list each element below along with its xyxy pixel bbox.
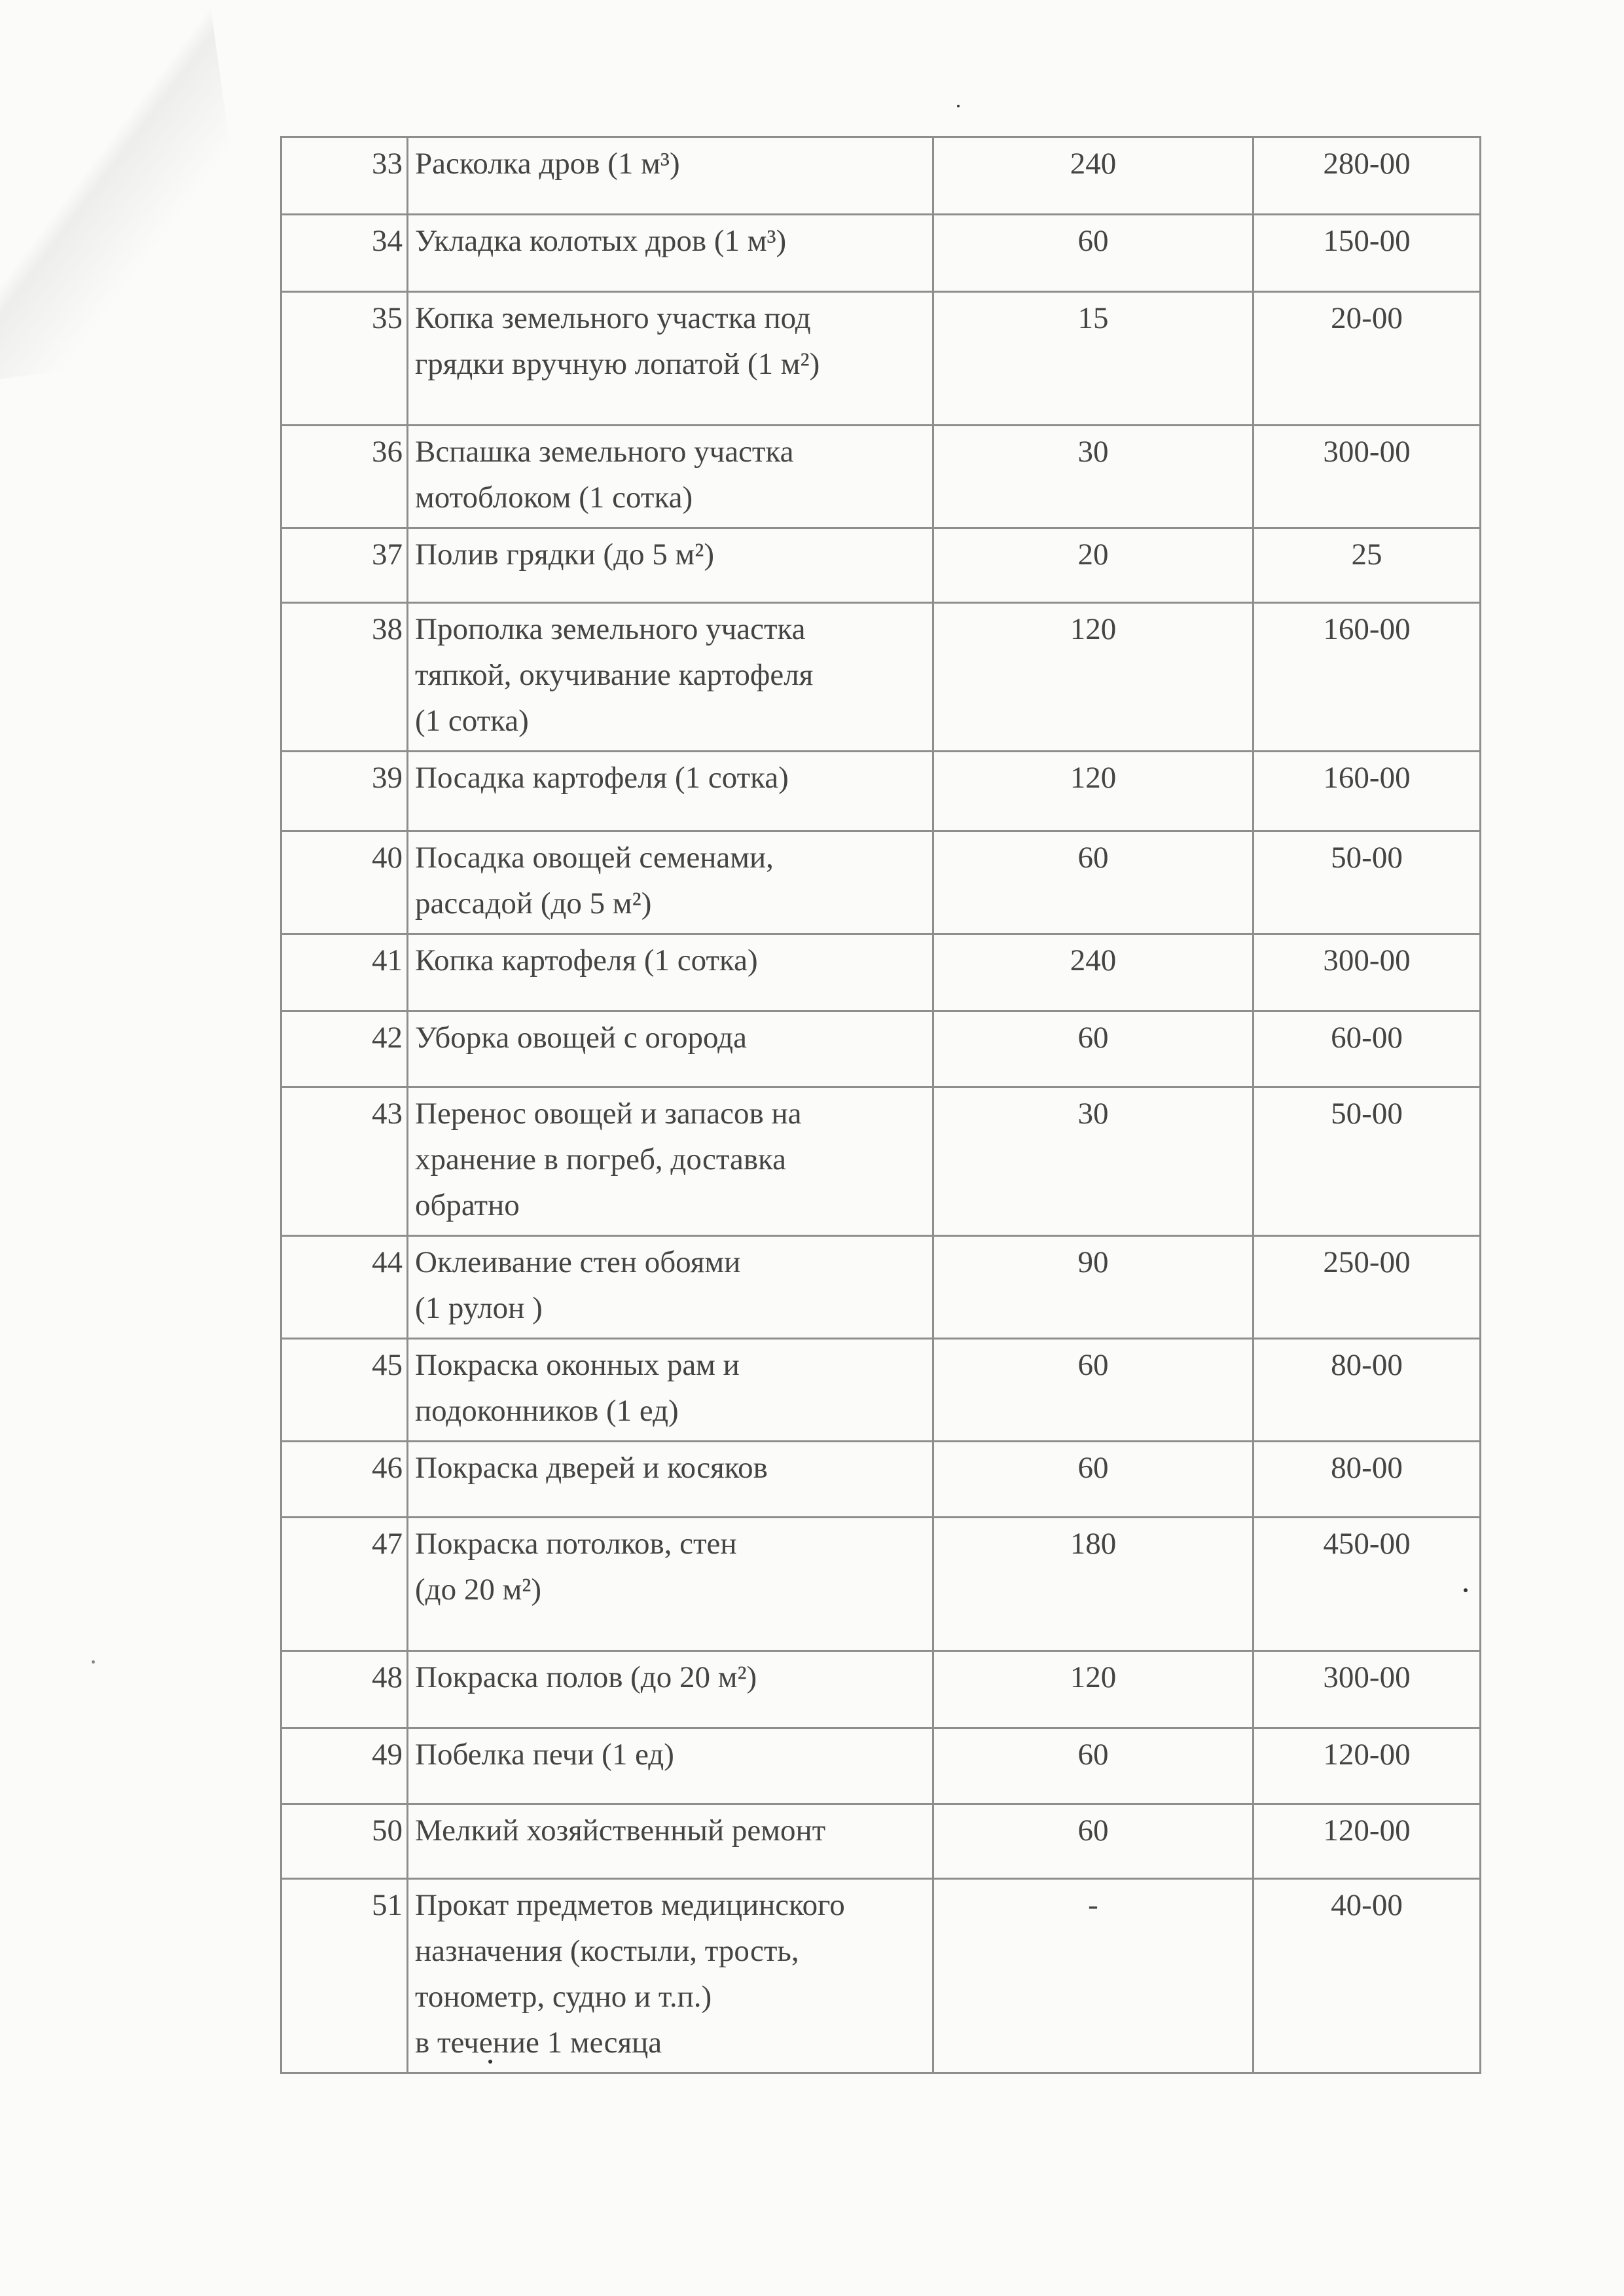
row-number: 46 — [281, 1442, 408, 1518]
table-row — [281, 215, 1481, 292]
service-name: Посадка овощей семенами, рассадой (до 5 м²) — [408, 831, 933, 934]
service-time: 60 — [933, 1339, 1254, 1442]
service-time: 240 — [933, 137, 1254, 215]
table-row — [281, 831, 1481, 934]
service-price: 20-00 — [1254, 292, 1481, 426]
service-price: 250-00 — [1254, 1236, 1481, 1339]
service-name: Мелкий хозяйственный ремонт — [408, 1804, 933, 1879]
service-time: 60 — [933, 1442, 1254, 1518]
service-price: 160-00 — [1254, 752, 1481, 831]
service-time: 120 — [933, 603, 1254, 752]
services-price-table — [280, 136, 1481, 2074]
service-price: 40-00 — [1254, 1879, 1481, 2073]
row-number: 40 — [281, 831, 408, 934]
table-row — [281, 137, 1481, 215]
service-name: Оклеивание стен обоями (1 рулон ) — [408, 1236, 933, 1339]
service-price: 450-00 — [1254, 1518, 1481, 1651]
table-row — [281, 528, 1481, 603]
row-number: 33 — [281, 137, 408, 215]
table-row — [281, 1339, 1481, 1442]
service-price: 50-00 — [1254, 831, 1481, 934]
service-price: 25 — [1254, 528, 1481, 603]
service-name: Копка картофеля (1 сотка) — [408, 934, 933, 1011]
service-time: 60 — [933, 215, 1254, 292]
table-row — [281, 1728, 1481, 1804]
table-row — [281, 1518, 1481, 1651]
service-name: Посадка картофеля (1 сотка) — [408, 752, 933, 831]
row-number: 49 — [281, 1728, 408, 1804]
row-number: 51 — [281, 1879, 408, 2073]
service-time: 30 — [933, 426, 1254, 528]
scan-speck — [92, 1660, 95, 1664]
table-row — [281, 1442, 1481, 1518]
service-price: 300-00 — [1254, 934, 1481, 1011]
table-row — [281, 1804, 1481, 1879]
service-name: Полив грядки (до 5 м²) — [408, 528, 933, 603]
service-time: 15 — [933, 292, 1254, 426]
service-price: 50-00 — [1254, 1087, 1481, 1236]
row-number: 47 — [281, 1518, 408, 1651]
row-number: 41 — [281, 934, 408, 1011]
table-row — [281, 292, 1481, 426]
service-time: 60 — [933, 1804, 1254, 1879]
row-number: 50 — [281, 1804, 408, 1879]
service-name: Вспашка земельного участка мотоблоком (1 сотка) — [408, 426, 933, 528]
service-name: Покраска оконных рам и подоконников (1 ед) — [408, 1339, 933, 1442]
service-name: Покраска полов (до 20 м²) — [408, 1651, 933, 1728]
service-time: 30 — [933, 1087, 1254, 1236]
service-price: 160-00 — [1254, 603, 1481, 752]
scan-shadow — [0, 6, 258, 387]
service-time: 240 — [933, 934, 1254, 1011]
row-number: 38 — [281, 603, 408, 752]
service-time: 60 — [933, 831, 1254, 934]
service-price: 120-00 — [1254, 1804, 1481, 1879]
table-row — [281, 603, 1481, 752]
table-row — [281, 1011, 1481, 1087]
service-name: Покраска потолков, стен (до 20 м²) — [408, 1518, 933, 1651]
service-price: 280-00 — [1254, 137, 1481, 215]
row-number: 36 — [281, 426, 408, 528]
row-number: 44 — [281, 1236, 408, 1339]
row-number: 45 — [281, 1339, 408, 1442]
service-time: 60 — [933, 1011, 1254, 1087]
service-name: Перенос овощей и запасов на хранение в погреб, доставка обратно — [408, 1087, 933, 1236]
service-time: 60 — [933, 1728, 1254, 1804]
service-price: 80-00 — [1254, 1339, 1481, 1442]
row-number: 39 — [281, 752, 408, 831]
service-price: 60-00 — [1254, 1011, 1481, 1087]
table-row — [281, 1651, 1481, 1728]
table-row — [281, 426, 1481, 528]
service-time: 180 — [933, 1518, 1254, 1651]
service-name: Укладка колотых дров (1 м³) — [408, 215, 933, 292]
service-price: 300-00 — [1254, 1651, 1481, 1728]
table-row — [281, 752, 1481, 831]
service-time: 20 — [933, 528, 1254, 603]
service-name: Уборка овощей с огорода — [408, 1011, 933, 1087]
service-name: Побелка печи (1 ед) — [408, 1728, 933, 1804]
service-time: - — [933, 1879, 1254, 2073]
row-number: 42 — [281, 1011, 408, 1087]
row-number: 37 — [281, 528, 408, 603]
service-price: 300-00 — [1254, 426, 1481, 528]
table-row — [281, 1236, 1481, 1339]
service-name: Покраска дверей и косяков — [408, 1442, 933, 1518]
service-name: Копка земельного участка под грядки вручную лопатой (1 м²) — [408, 292, 933, 426]
row-number: 48 — [281, 1651, 408, 1728]
scan-speck — [957, 105, 960, 107]
table-row — [281, 1087, 1481, 1236]
service-price: 80-00 — [1254, 1442, 1481, 1518]
table-row — [281, 934, 1481, 1011]
row-number: 34 — [281, 215, 408, 292]
service-time: 120 — [933, 752, 1254, 831]
service-name: Расколка дров (1 м³) — [408, 137, 933, 215]
table-row — [281, 1879, 1481, 2073]
row-number: 35 — [281, 292, 408, 426]
service-price: 150-00 — [1254, 215, 1481, 292]
row-number: 43 — [281, 1087, 408, 1236]
service-name: Прополка земельного участка тяпкой, окучивание картофеля (1 сотка) — [408, 603, 933, 752]
service-time: 90 — [933, 1236, 1254, 1339]
service-time: 120 — [933, 1651, 1254, 1728]
service-name: Прокат предметов медицинского назначения (костыли, трость, тонометр, судно и т.п.) в течение 1 месяца — [408, 1879, 933, 2073]
service-price: 120-00 — [1254, 1728, 1481, 1804]
